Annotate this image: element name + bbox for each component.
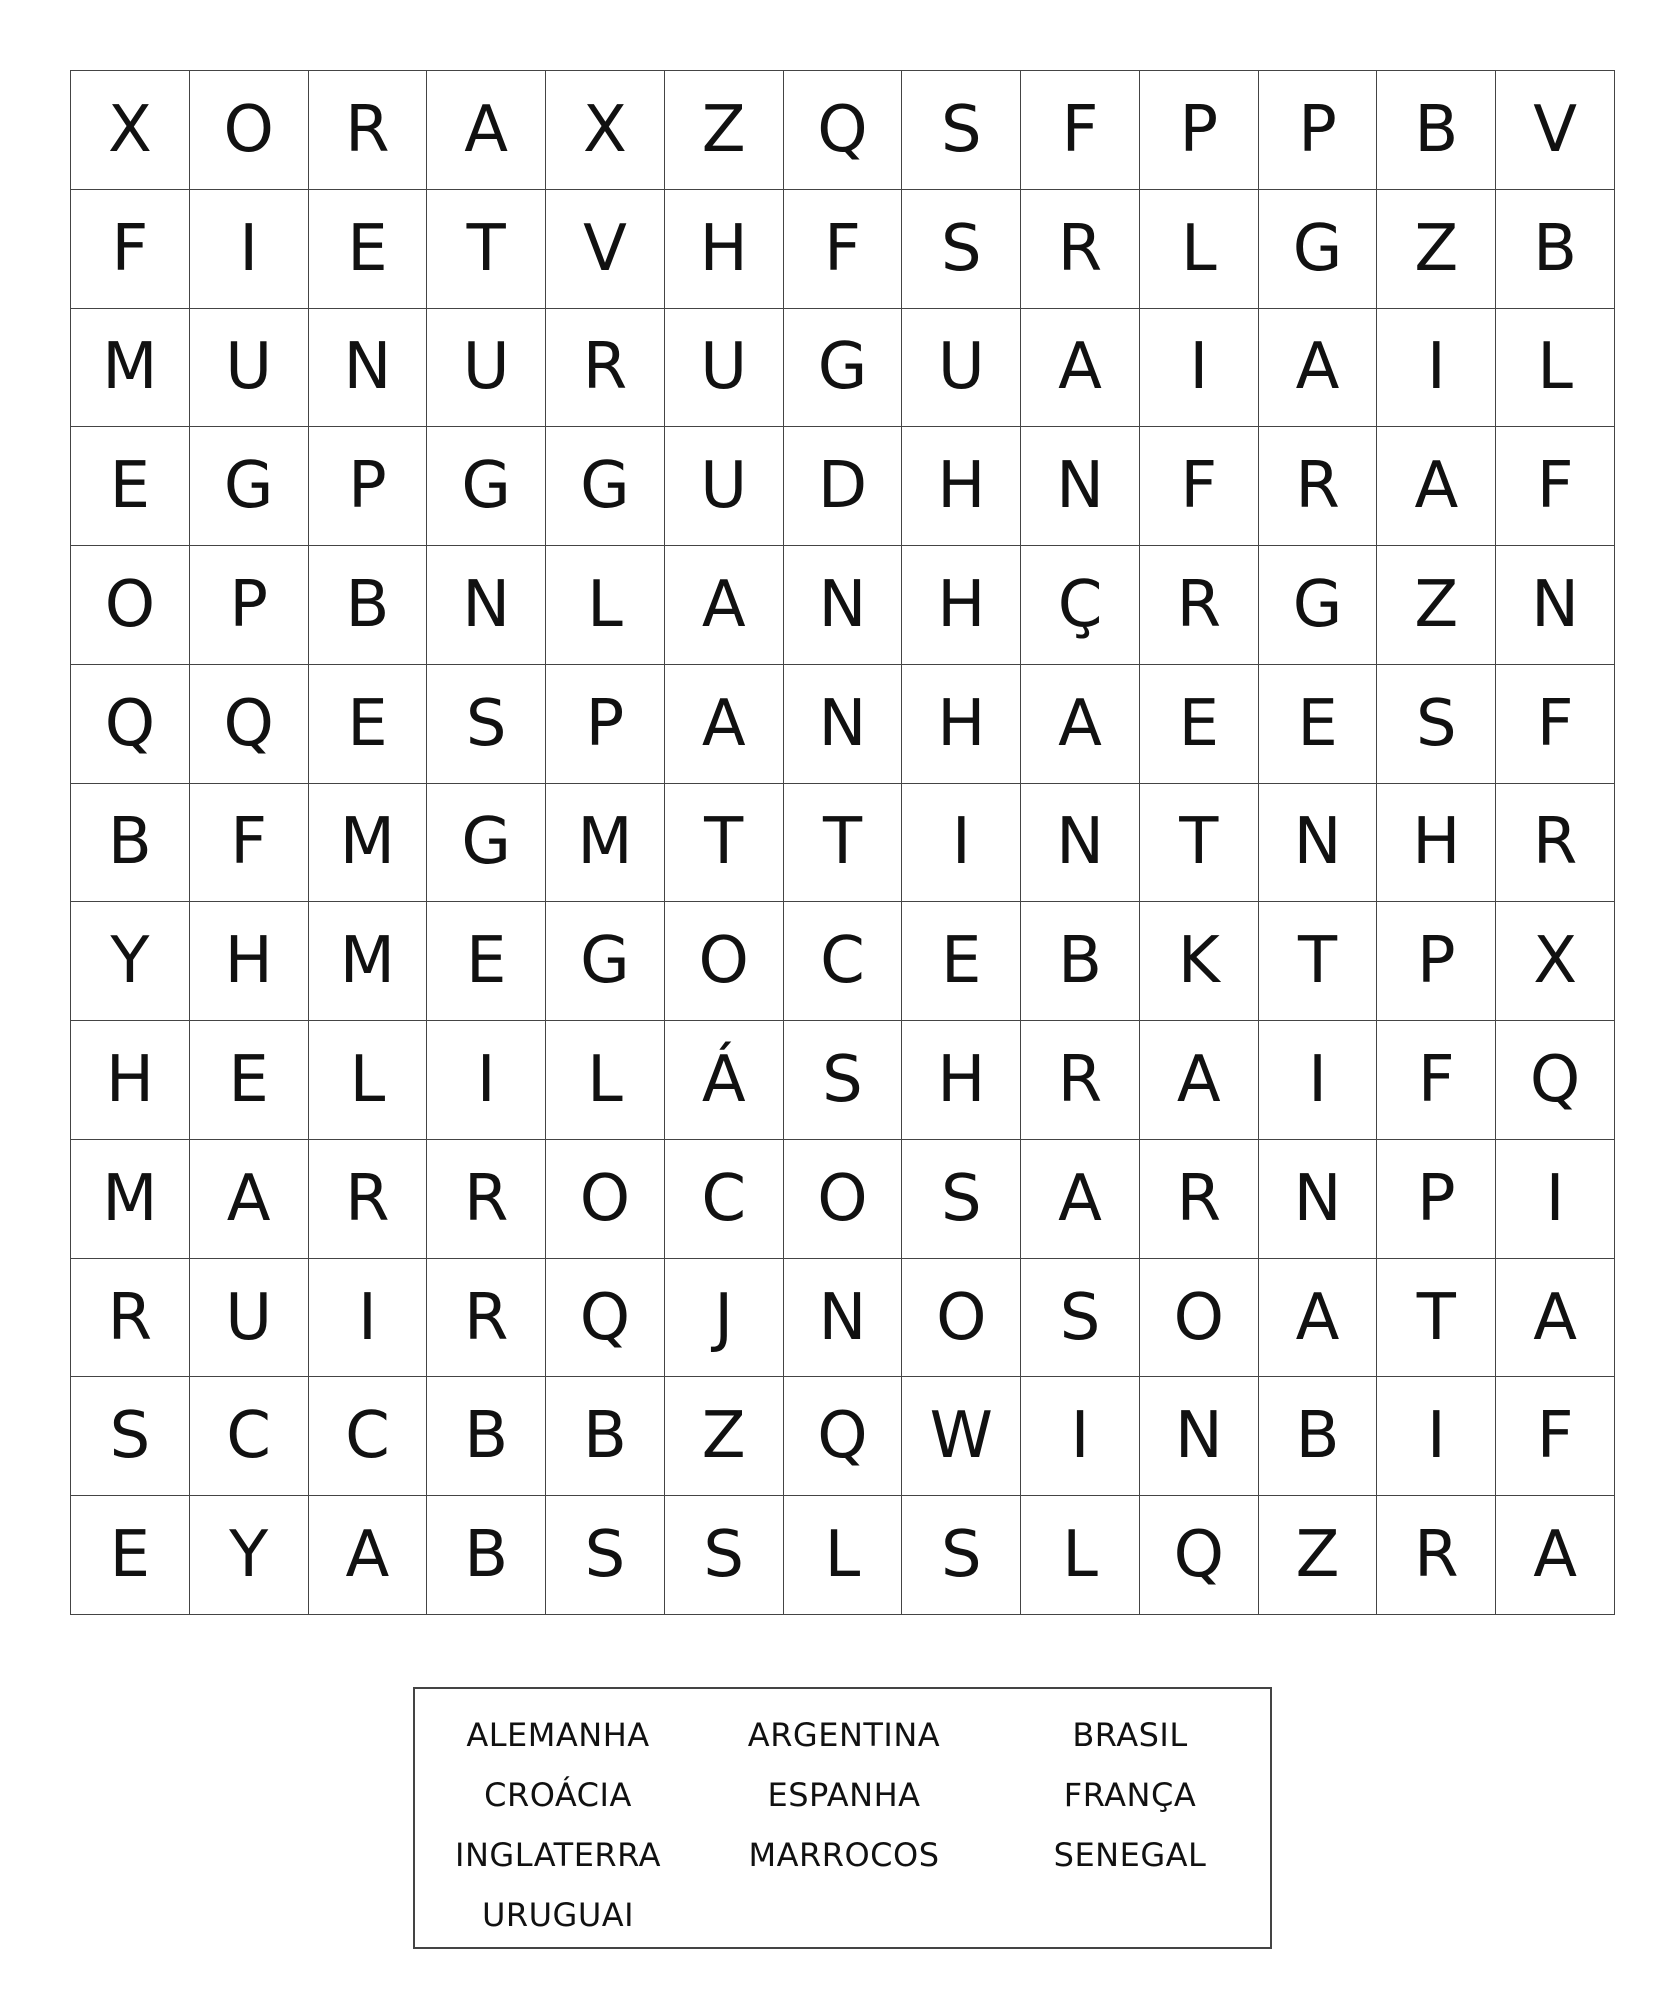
grid-cell[interactable]: F	[190, 784, 309, 903]
grid-cell[interactable]: R	[1140, 1140, 1259, 1259]
grid-cell[interactable]: B	[427, 1496, 546, 1615]
word-item: ALEMANHA	[466, 1716, 650, 1754]
word-item: URUGUAI	[481, 1896, 635, 1934]
grid-cell[interactable]: U	[190, 1259, 309, 1378]
grid-cell[interactable]: S	[902, 1140, 1021, 1259]
grid-cell[interactable]: L	[784, 1496, 903, 1615]
letter-grid	[70, 70, 1615, 1615]
grid-cell[interactable]: Q	[784, 71, 903, 190]
grid-cell[interactable]: L	[546, 546, 665, 665]
grid-cell[interactable]: A	[665, 665, 784, 784]
grid-cell[interactable]: T	[1259, 902, 1378, 1021]
grid-cell[interactable]: G	[190, 427, 309, 546]
grid-cell[interactable]: A	[1021, 309, 1140, 428]
grid-cell[interactable]: C	[665, 1140, 784, 1259]
grid-cell[interactable]: S	[902, 71, 1021, 190]
grid-cell[interactable]: B	[1259, 1377, 1378, 1496]
grid-cell[interactable]: A	[309, 1496, 428, 1615]
grid-cell[interactable]: F	[1496, 1377, 1615, 1496]
grid-cell[interactable]: U	[665, 427, 784, 546]
grid-cell[interactable]: F	[1140, 427, 1259, 546]
grid-cell[interactable]: S	[71, 1377, 190, 1496]
grid-cell[interactable]: X	[71, 71, 190, 190]
grid-cell[interactable]: I	[309, 1259, 428, 1378]
grid-cell[interactable]: I	[1377, 309, 1496, 428]
grid-cell[interactable]: I	[427, 1021, 546, 1140]
grid-cell[interactable]: O	[665, 902, 784, 1021]
grid-cell[interactable]: Ç	[1021, 546, 1140, 665]
grid-cell[interactable]: C	[309, 1377, 428, 1496]
grid-cell[interactable]: O	[784, 1140, 903, 1259]
grid-cell[interactable]: M	[546, 784, 665, 903]
grid-cell[interactable]: A	[665, 546, 784, 665]
word-list-box	[413, 1687, 1272, 1949]
grid-cell[interactable]: E	[309, 665, 428, 784]
grid-cell[interactable]: T	[784, 784, 903, 903]
grid-cell[interactable]: T	[1140, 784, 1259, 903]
grid-cell[interactable]: B	[309, 546, 428, 665]
grid-cell[interactable]: O	[1140, 1259, 1259, 1378]
grid-cell[interactable]: L	[309, 1021, 428, 1140]
word-item: CROÁCIA	[484, 1776, 632, 1814]
grid-cell[interactable]: G	[546, 427, 665, 546]
grid-cell[interactable]: E	[902, 902, 1021, 1021]
grid-cell[interactable]: U	[190, 309, 309, 428]
grid-cell[interactable]: I	[1021, 1377, 1140, 1496]
grid-cell[interactable]: G	[1259, 190, 1378, 309]
word-item: MARROCOS	[748, 1836, 940, 1874]
grid-cell[interactable]: I	[1259, 1021, 1378, 1140]
grid-cell[interactable]: A	[1377, 427, 1496, 546]
grid-cell[interactable]: N	[1140, 1377, 1259, 1496]
grid-cell[interactable]: P	[546, 665, 665, 784]
grid-cell[interactable]: R	[427, 1259, 546, 1378]
grid-cell[interactable]: N	[1259, 784, 1378, 903]
grid-cell[interactable]: N	[427, 546, 546, 665]
grid-cell[interactable]: D	[784, 427, 903, 546]
grid-cell[interactable]: H	[190, 902, 309, 1021]
grid-cell[interactable]: S	[784, 1021, 903, 1140]
grid-cell[interactable]: C	[190, 1377, 309, 1496]
grid-cell[interactable]: Q	[546, 1259, 665, 1378]
grid-cell[interactable]: P	[1377, 902, 1496, 1021]
word-item: FRANÇA	[1063, 1776, 1197, 1814]
grid-cell[interactable]: F	[1496, 427, 1615, 546]
grid-cell[interactable]: E	[1140, 665, 1259, 784]
grid-cell[interactable]: E	[1259, 665, 1378, 784]
grid-cell[interactable]: A	[427, 71, 546, 190]
grid-cell[interactable]: E	[190, 1021, 309, 1140]
grid-cell[interactable]: H	[902, 665, 1021, 784]
grid-cell[interactable]: N	[309, 309, 428, 428]
grid-cell[interactable]: Q	[784, 1377, 903, 1496]
grid-cell[interactable]: S	[427, 665, 546, 784]
grid-cell[interactable]: E	[71, 1496, 190, 1615]
grid-cell[interactable]: A	[1021, 1140, 1140, 1259]
grid-cell[interactable]: K	[1140, 902, 1259, 1021]
grid-cell[interactable]: O	[902, 1259, 1021, 1378]
grid-cell[interactable]: N	[1021, 427, 1140, 546]
grid-cell[interactable]: F	[1021, 71, 1140, 190]
grid-cell[interactable]: P	[1377, 1140, 1496, 1259]
grid-cell[interactable]: I	[190, 190, 309, 309]
grid-cell[interactable]: H	[665, 190, 784, 309]
grid-cell[interactable]: Y	[190, 1496, 309, 1615]
grid-cell[interactable]: R	[546, 309, 665, 428]
grid-cell[interactable]: V	[1496, 71, 1615, 190]
grid-cell[interactable]: M	[309, 784, 428, 903]
grid-cell[interactable]: I	[1496, 1140, 1615, 1259]
grid-cell[interactable]: Y	[71, 902, 190, 1021]
grid-cell[interactable]: E	[309, 190, 428, 309]
grid-cell[interactable]: B	[1021, 902, 1140, 1021]
grid-cell[interactable]: R	[1021, 190, 1140, 309]
grid-cell[interactable]: H	[902, 546, 1021, 665]
grid-cell[interactable]: F	[1496, 665, 1615, 784]
grid-cell[interactable]: G	[546, 902, 665, 1021]
grid-cell[interactable]: E	[71, 427, 190, 546]
grid-cell[interactable]: P	[1259, 71, 1378, 190]
grid-cell[interactable]: I	[902, 784, 1021, 903]
grid-cell[interactable]: G	[784, 309, 903, 428]
grid-cell[interactable]: V	[546, 190, 665, 309]
grid-cell[interactable]: B	[427, 1377, 546, 1496]
grid-cell[interactable]: A	[1496, 1259, 1615, 1378]
grid-cell[interactable]: C	[784, 902, 903, 1021]
grid-cell[interactable]: A	[1259, 1259, 1378, 1378]
grid-cell[interactable]: R	[71, 1259, 190, 1378]
grid-cell[interactable]: U	[902, 309, 1021, 428]
grid-cell[interactable]: E	[427, 902, 546, 1021]
grid-cell[interactable]: B	[1377, 71, 1496, 190]
grid-cell[interactable]: H	[902, 427, 1021, 546]
grid-cell[interactable]: L	[1140, 190, 1259, 309]
grid-cell[interactable]: A	[1496, 1496, 1615, 1615]
grid-cell[interactable]: N	[784, 546, 903, 665]
grid-cell[interactable]: H	[71, 1021, 190, 1140]
word-list	[415, 1705, 1270, 1945]
grid-cell[interactable]: N	[784, 665, 903, 784]
grid-cell[interactable]: G	[427, 784, 546, 903]
grid-cell[interactable]: Á	[665, 1021, 784, 1140]
grid-cell[interactable]: A	[1140, 1021, 1259, 1140]
grid-cell[interactable]: Z	[665, 71, 784, 190]
grid-cell[interactable]: L	[1496, 309, 1615, 428]
grid-cell[interactable]: T	[1377, 1259, 1496, 1378]
grid-cell[interactable]: S	[1377, 665, 1496, 784]
grid-cell[interactable]: B	[1496, 190, 1615, 309]
grid-cell[interactable]: B	[71, 784, 190, 903]
grid-cell[interactable]: R	[309, 71, 428, 190]
grid-cell[interactable]: S	[665, 1496, 784, 1615]
grid-cell[interactable]: S	[902, 190, 1021, 309]
grid-cell[interactable]: P	[309, 427, 428, 546]
grid-cell[interactable]: S	[902, 1496, 1021, 1615]
grid-cell[interactable]: L	[546, 1021, 665, 1140]
grid-cell[interactable]: Z	[1377, 190, 1496, 309]
grid-cell[interactable]: Q	[1496, 1021, 1615, 1140]
grid-cell[interactable]: R	[309, 1140, 428, 1259]
grid-cell[interactable]: A	[190, 1140, 309, 1259]
grid-cell[interactable]: W	[902, 1377, 1021, 1496]
grid-cell[interactable]: I	[1140, 309, 1259, 428]
grid-cell[interactable]: S	[1021, 1259, 1140, 1378]
grid-cell[interactable]: O	[190, 71, 309, 190]
grid-cell[interactable]: Q	[71, 665, 190, 784]
grid-cell[interactable]: A	[1021, 665, 1140, 784]
grid-cell[interactable]: S	[546, 1496, 665, 1615]
grid-cell[interactable]: R	[427, 1140, 546, 1259]
grid-cell[interactable]: F	[784, 190, 903, 309]
grid-cell[interactable]: Q	[190, 665, 309, 784]
grid-cell[interactable]: N	[1496, 546, 1615, 665]
word-item: BRASIL	[1072, 1716, 1188, 1754]
grid-cell[interactable]: R	[1377, 1496, 1496, 1615]
grid-cell[interactable]: F	[71, 190, 190, 309]
grid-cell[interactable]: Q	[1140, 1496, 1259, 1615]
grid-cell[interactable]: T	[427, 190, 546, 309]
grid-cell[interactable]: P	[1140, 71, 1259, 190]
grid-cell[interactable]: O	[71, 546, 190, 665]
grid-cell[interactable]: M	[71, 1140, 190, 1259]
grid-cell[interactable]: Z	[665, 1377, 784, 1496]
grid-cell[interactable]: G	[1259, 546, 1378, 665]
word-item: ESPANHA	[767, 1776, 921, 1814]
grid-cell[interactable]: G	[427, 427, 546, 546]
grid-cell[interactable]: X	[1496, 902, 1615, 1021]
grid-cell[interactable]: X	[546, 71, 665, 190]
grid-cell[interactable]: R	[1259, 427, 1378, 546]
grid-cell[interactable]: B	[546, 1377, 665, 1496]
grid-cell[interactable]: R	[1140, 546, 1259, 665]
grid-cell[interactable]: O	[546, 1140, 665, 1259]
word-item: INGLATERRA	[455, 1836, 661, 1874]
word-item: ARGENTINA	[747, 1716, 941, 1754]
grid-cell[interactable]: M	[309, 902, 428, 1021]
grid-cell[interactable]: H	[902, 1021, 1021, 1140]
grid-cell[interactable]: N	[1021, 784, 1140, 903]
grid-cell[interactable]: L	[1021, 1496, 1140, 1615]
grid-cell[interactable]: P	[190, 546, 309, 665]
grid-cell[interactable]: U	[665, 309, 784, 428]
grid-cell[interactable]: F	[1377, 1021, 1496, 1140]
grid-cell[interactable]: R	[1496, 784, 1615, 903]
word-item: SENEGAL	[1053, 1836, 1207, 1874]
grid-cell[interactable]: M	[71, 309, 190, 428]
grid-cell[interactable]: Z	[1259, 1496, 1378, 1615]
grid-cell[interactable]: R	[1021, 1021, 1140, 1140]
grid-cell[interactable]: A	[1259, 309, 1378, 428]
grid-cell[interactable]: Z	[1377, 546, 1496, 665]
grid-cell[interactable]: J	[665, 1259, 784, 1378]
grid-cell[interactable]: N	[1259, 1140, 1378, 1259]
grid-cell[interactable]: I	[1377, 1377, 1496, 1496]
grid-cell[interactable]: U	[427, 309, 546, 428]
grid-cell[interactable]: T	[665, 784, 784, 903]
grid-cell[interactable]: H	[1377, 784, 1496, 903]
grid-cell[interactable]: N	[784, 1259, 903, 1378]
